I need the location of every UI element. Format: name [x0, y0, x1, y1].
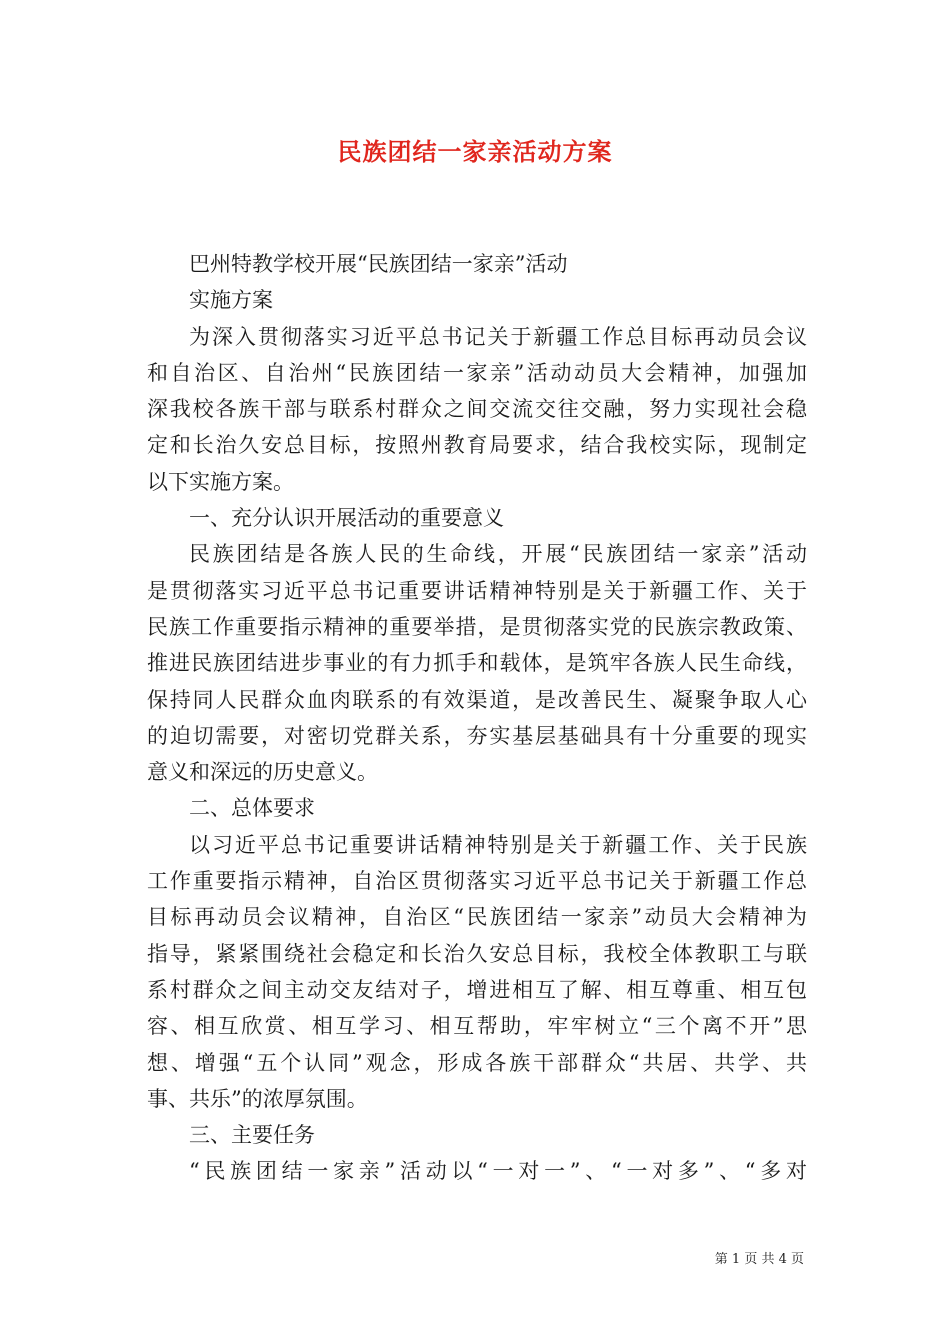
body-line: 事、共乐”的浓厚氛围。 [147, 1086, 368, 1111]
body-line: 实施方案 [189, 288, 273, 313]
body-line: 保持同人民群众血肉联系的有效渠道，是改善民生、凝聚争取人心 [147, 687, 807, 712]
body-line: 民族团结是各族人民的生命线，开展“民族团结一家亲”活动 [189, 542, 807, 567]
body-line: 定和长治久安总目标，按照州教育局要求，结合我校实际，现制定 [147, 433, 807, 458]
body-line: 以下实施方案。 [147, 469, 294, 494]
body-line: 深我校各族干部与联系村群众之间交流交往交融，努力实现社会稳 [147, 397, 807, 422]
body-line: 工作重要指示精神，自治区贯彻落实习近平总书记关于新疆工作总 [147, 869, 807, 894]
body-line: 和自治区、自治州“民族团结一家亲”活动动员大会精神，加强加 [147, 360, 807, 385]
body-line: 系村群众之间主动交友结对子，增进相互了解、相互尊重、相互包 [147, 977, 807, 1002]
section-heading: 三、主要任务 [189, 1123, 315, 1148]
body-line: 想、增强“五个认同”观念，形成各族干部群众“共居、共学、共 [147, 1050, 807, 1075]
body-line: 民族工作重要指示精神的重要举措，是贯彻落实党的民族宗教政策、 [147, 614, 807, 639]
body-line: 目标再动员会议精神，自治区“民族团结一家亲”动员大会精神为 [147, 905, 807, 930]
body-line: 意义和深远的历史意义。 [147, 760, 378, 785]
body-line: “民族团结一家亲”活动以“一对一”、“一对多”、“多对 [189, 1159, 807, 1184]
document-body [147, 246, 807, 1190]
section-heading: 一、充分认识开展活动的重要意义 [189, 506, 504, 531]
body-line: 指导，紧紧围绕社会稳定和长治久安总目标，我校全体教职工与联 [147, 941, 807, 966]
body-line: 巴州特教学校开展“民族团结一家亲”活动 [189, 252, 568, 276]
body-line: 为深入贯彻落实习近平总书记关于新疆工作总目标再动员会议 [189, 324, 807, 349]
page-number: 第 1 页 共 4 页 [714, 1252, 804, 1267]
body-line: 以习近平总书记重要讲话精神特别是关于新疆工作、关于民族 [189, 832, 807, 857]
section-heading: 二、总体要求 [189, 796, 315, 821]
body-line: 容、相互欣赏、相互学习、相互帮助，牢牢树立“三个离不开”思 [147, 1014, 807, 1039]
body-line: 是贯彻落实习近平总书记重要讲话精神特别是关于新疆工作、关于 [147, 578, 807, 603]
body-line: 推进民族团结进步事业的有力抓手和载体，是筑牢各族人民生命线， [147, 651, 807, 676]
document-title: 民族团结一家亲活动方案 [337, 137, 613, 166]
body-line: 的迫切需要，对密切党群关系，夯实基层基础具有十分重要的现实 [147, 723, 807, 748]
